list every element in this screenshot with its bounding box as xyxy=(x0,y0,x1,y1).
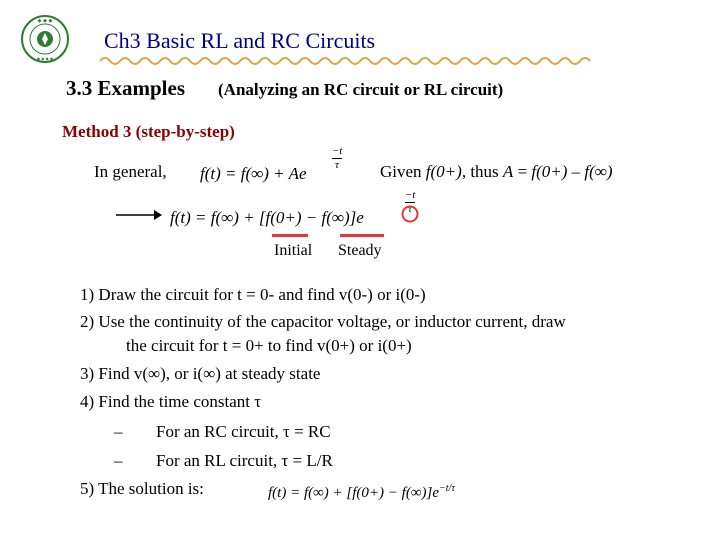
solution-exp-top: t xyxy=(412,189,416,201)
in-general-label: In general, xyxy=(94,162,167,181)
given-prefix: Given xyxy=(380,162,426,181)
tau-highlight-circle xyxy=(400,204,420,224)
step-4-rl-dash: – xyxy=(114,451,123,470)
solution-formula xyxy=(170,208,364,228)
given-rhs: f(0+) – f(∞) xyxy=(531,162,613,181)
final-formula-text: f(t) = f(∞) + [f(0+) − f(∞)]e xyxy=(268,485,440,501)
step-4-rc-dash: – xyxy=(114,422,123,441)
general-formula-text: f(t) = f(∞) + Ae xyxy=(200,164,307,183)
steady-underline xyxy=(340,234,384,237)
given-A: A xyxy=(502,162,514,181)
solution-formula-exponent: −t τ xyxy=(404,189,416,215)
solution-formula-text: f(t) = f(∞) + [f(0+) − f(∞)]e xyxy=(170,208,364,227)
step-5: 5) The solution is: xyxy=(80,479,204,498)
university-seal-logo xyxy=(20,14,70,64)
title-wave-divider xyxy=(100,55,595,67)
given-thus: thus xyxy=(466,162,503,181)
given-eq: = xyxy=(513,162,532,181)
step-2-continued: the circuit for t = 0+ to find v(0+) or i(0+) xyxy=(126,336,412,355)
section-heading: 3.3 Examples xyxy=(66,76,186,100)
step-4-rc: For an RC circuit, τ = RC xyxy=(156,422,331,441)
svg-text:◆ ◆ ◆: ◆ ◆ ◆ xyxy=(37,18,53,24)
step-3: 3) Find v(∞), or i(∞) at steady state xyxy=(80,364,321,383)
solution-exp-bot: τ xyxy=(408,203,412,215)
final-formula-exp: −t/τ xyxy=(439,483,455,494)
step-2: 2) Use the continuity of the capacitor voltage, or inductor current, draw xyxy=(80,312,566,331)
step-4-rl: For an RL circuit, τ = L/R xyxy=(156,451,333,470)
general-formula xyxy=(200,164,307,184)
initial-label: Initial xyxy=(274,242,313,259)
general-exp-bot: τ xyxy=(335,159,339,171)
step-4: 4) Find the time constant τ xyxy=(80,392,262,411)
general-formula-exponent: −t τ xyxy=(331,145,343,171)
method-heading: Method 3 (step-by-step) xyxy=(62,122,235,141)
given-f0: f(0+), xyxy=(425,162,467,181)
final-formula xyxy=(268,483,455,502)
page-title: Ch3 Basic RL and RC Circuits xyxy=(104,28,376,53)
steady-label: Steady xyxy=(338,242,382,259)
right-arrow-icon xyxy=(116,208,162,222)
section-subtitle: (Analyzing an RC circuit or RL circuit) xyxy=(218,80,504,99)
general-exp-top: t xyxy=(339,145,343,157)
given-text xyxy=(380,162,613,182)
step-1: 1) Draw the circuit for t = 0- and find v(0-) or i(0-) xyxy=(80,285,426,304)
svg-text:◆ ◆ ◆ ◆: ◆ ◆ ◆ ◆ xyxy=(36,56,54,61)
initial-underline xyxy=(272,234,308,237)
